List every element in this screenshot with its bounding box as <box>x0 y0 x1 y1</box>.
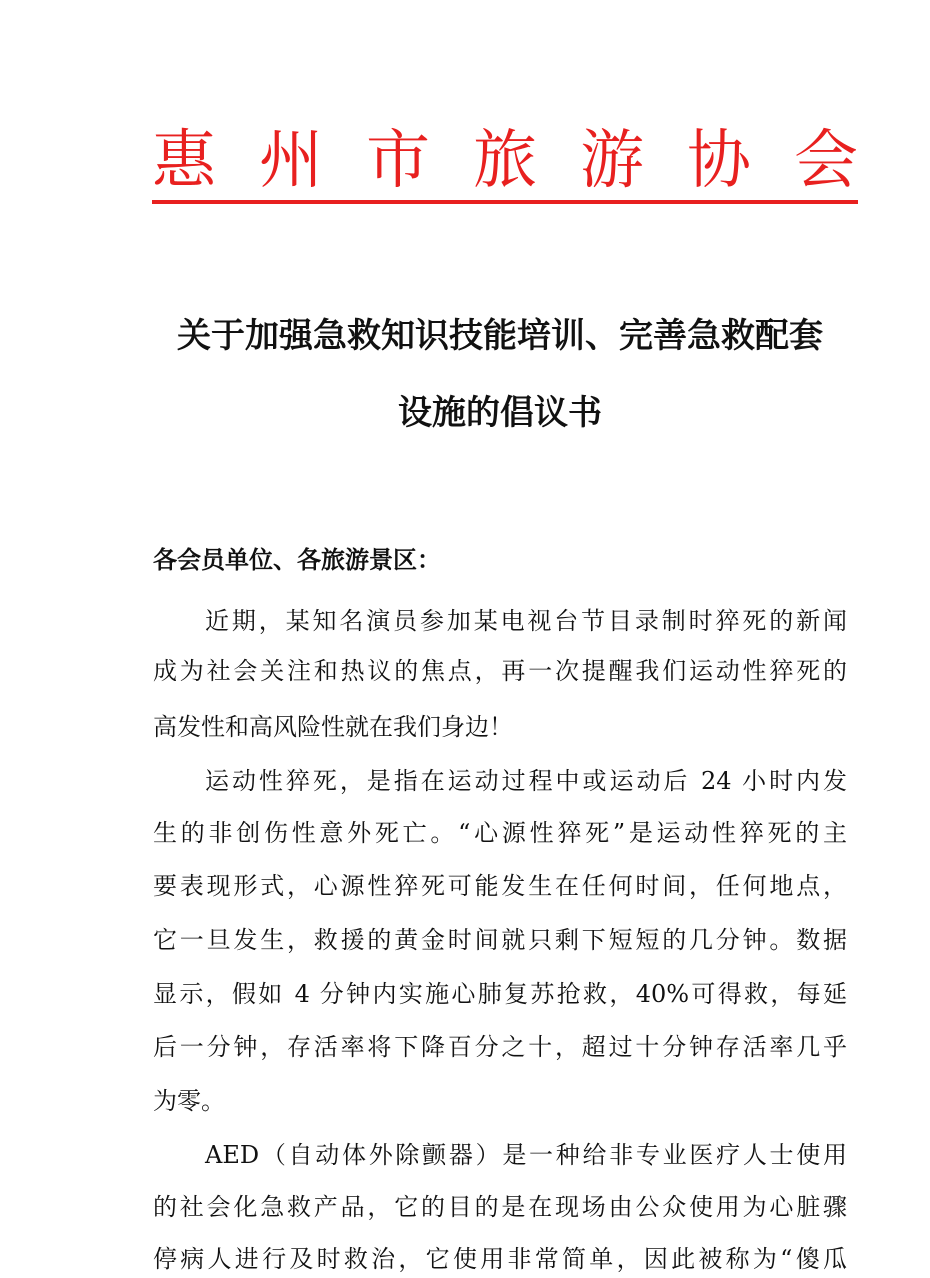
salutation: 各会员单位、各旅游景区： <box>153 545 441 574</box>
body-line: 近期，某知名演员参加某电视台节目录制时猝死的新闻 <box>205 607 847 635</box>
body-line: 为零。 <box>153 1087 225 1115</box>
masthead-char: 惠 <box>152 124 216 198</box>
body-line: 成为社会关注和热议的焦点，再一次提醒我们运动性猝死的 <box>153 657 847 685</box>
body-line: AED（自动体外除颤器）是一种给非专业医疗人士使用 <box>205 1141 847 1169</box>
document-title-line-2: 设施的倡议书 <box>398 393 602 433</box>
body-line: 它一旦发生，救援的黄金时间就只剩下短短的几分钟。数据 <box>153 926 847 954</box>
masthead-char: 会 <box>794 124 858 198</box>
body-line: 要表现形式，心源性猝死可能发生在任何时间，任何地点， <box>153 872 847 900</box>
body-line: 停病人进行及时救治，它使用非常简单，因此被称为“傻瓜 <box>153 1245 847 1273</box>
masthead-char: 旅 <box>473 124 537 198</box>
body-line: 运动性猝死，是指在运动过程中或运动后 24 小时内发 <box>205 767 847 795</box>
masthead-char: 市 <box>366 124 430 198</box>
body-line: 显示，假如 4 分钟内实施心肺复苏抢救，40%可得救，每延 <box>153 980 847 1008</box>
org-masthead <box>152 124 858 198</box>
masthead-char: 协 <box>687 124 751 198</box>
masthead-char: 州 <box>259 124 323 198</box>
body-line: 的社会化急救产品，它的目的是在现场由公众使用为心脏骤 <box>153 1193 847 1221</box>
body-line: 高发性和高风险性就在我们身边！ <box>153 713 513 741</box>
masthead-red-rule <box>152 200 858 204</box>
document-title-line-1: 关于加强急救知识技能培训、完善急救配套 <box>177 316 823 356</box>
body-line: 生的非创伤性意外死亡。“心源性猝死”是运动性猝死的主 <box>153 819 847 847</box>
body-line: 后一分钟，存活率将下降百分之十，超过十分钟存活率几乎 <box>153 1033 847 1061</box>
masthead-char: 游 <box>580 124 644 198</box>
